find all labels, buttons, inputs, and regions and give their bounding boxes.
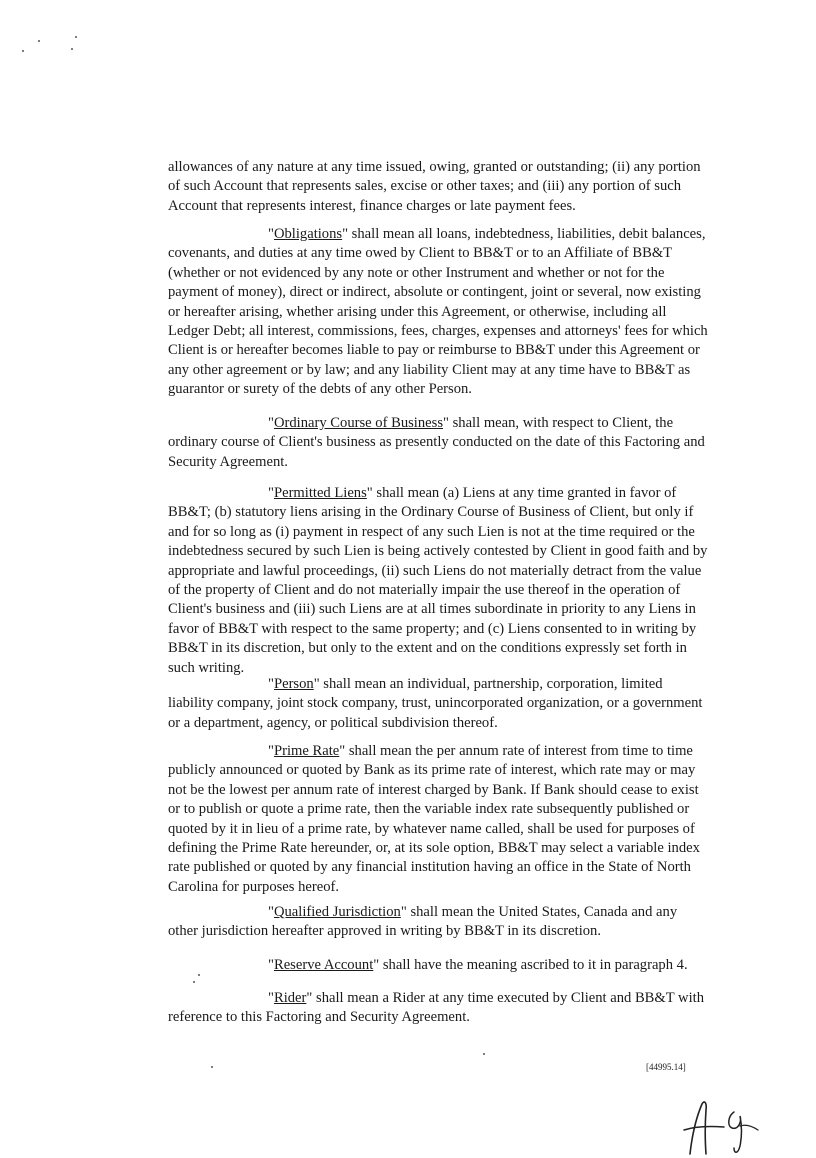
permitted-liens-definition [168, 484, 708, 678]
prime-rate-definition [168, 742, 708, 897]
open-quote: " [268, 957, 274, 973]
ordinary-course-definition [168, 414, 708, 472]
person-body: " shall mean an individual, partnership, corporation, limited liability company, joint stock company, trust, unincorporated organization, or a government or a department, agency, or political subdivision thereof. [168, 676, 703, 731]
rider-term: Rider [273, 990, 307, 1006]
qualified-jurisdiction-body: " shall mean the United States, Canada and any other jurisdiction hereafter approved in writing by BB&T in its discretion. [168, 904, 678, 940]
allowances-paragraph [168, 158, 708, 216]
qualified-jurisdiction-definition [168, 903, 708, 942]
open-quote: " [268, 485, 274, 501]
permitted-liens-body: " shall mean (a) Liens at any time granted in favor of BB&T; (b) statutory liens arising in the Ordinary Course of Business of Client, but only if and for so long as (i) payment in respect of any such Lien is not at the time required or the indebtedness secured by such Lien is being actively contested by Client in good faith and by appropriate and lawful proceedings, (ii) such Liens do not materially detract from the value of the property of Client and do not materially impair the use thereof in the operation of Client's business and (iii) such Liens are at all times subordinate in priority to any Liens in favor of BB&T with respect to the same property; and (c) Liens consented to in writing by BB&T in its discretion, but only to the extent and on the conditions expressly set forth in such writing. [168, 485, 708, 676]
open-quote: " [268, 743, 274, 759]
prime-rate-term: Prime Rate [273, 743, 340, 759]
permitted-liens-term: Permitted Liens [273, 485, 367, 501]
rider-definition [168, 989, 708, 1028]
ordinary-course-term: Ordinary Course of Business [273, 415, 443, 431]
obligations-term: Obligations [273, 226, 343, 242]
allowances-text: allowances of any nature at any time issued, owing, granted or outstanding; (ii) any portion of such Account that represents sales, excise or other taxes; and (iii) any portion of such Account that represents interest, finance charges or late payment fees. [168, 159, 701, 214]
scan-speck [193, 981, 195, 983]
reserve-account-definition [168, 956, 708, 975]
scan-speck [483, 1053, 485, 1055]
scan-speck [211, 1066, 213, 1068]
qualified-jurisdiction-term: Qualified Jurisdiction [273, 904, 401, 920]
open-quote: " [268, 415, 274, 431]
reserve-account-term: Reserve Account [273, 957, 374, 973]
signature-initials [672, 1096, 772, 1158]
obligations-body: " shall mean all loans, indebtedness, liabilities, debit balances, covenants, and duties at any time owed by Client to BB&T or to an Affiliate of BB&T (whether or not evidenced by any note or other Instrument and whether or not for the payment of money), direct or indirect, absolute or contingent, joint or several, now existing or hereafter arising, whether arising under this Agreement, or otherwise, including all Ledger Debt; all interest, commissions, fees, charges, expenses and attorneys' fees for which Client is or hereafter becomes liable to pay or reimburse to BB&T under this Agreement or any other agreement or by law; and any liability Client may at any time have to BB&T as guarantor or surety of the debts of any other Person. [168, 226, 708, 398]
reserve-account-body: " shall have the meaning ascribed to it in paragraph 4. [373, 957, 688, 973]
open-quote: " [268, 990, 274, 1006]
open-quote: " [268, 676, 274, 692]
scan-speck [22, 50, 24, 52]
scan-speck [75, 36, 77, 38]
person-definition [168, 675, 708, 733]
obligations-definition [168, 225, 708, 400]
prime-rate-body: " shall mean the per annum rate of interest from time to time publicly announced or quoted by Bank as its prime rate of interest, which rate may or may not be the lowest per annum rate of interest charged by Bank. If Bank should cease to exist or to publish or quote a prime rate, then the variable index rate subsequently published or quoted by it in lieu of a prime rate, by whatever name called, shall be used for purposes of defining the Prime Rate hereunder, or, at its sole option, BB&T may select a variable index rate published or quoted by any financial institution having an office in the State of North Carolina for purposes hereof. [168, 743, 700, 895]
open-quote: " [268, 904, 274, 920]
ordinary-course-body: " shall mean, with respect to Client, the ordinary course of Client's business as presently conducted on the date of this Factoring and Security Agreement. [168, 415, 705, 470]
rider-body: " shall mean a Rider at any time executed by Client and BB&T with reference to this Factoring and Security Agreement. [168, 990, 705, 1026]
person-term: Person [273, 676, 314, 692]
open-quote: " [268, 226, 274, 242]
scan-speck [38, 40, 40, 42]
scan-speck [71, 48, 73, 50]
document-id: [44995.14] [646, 1062, 686, 1072]
